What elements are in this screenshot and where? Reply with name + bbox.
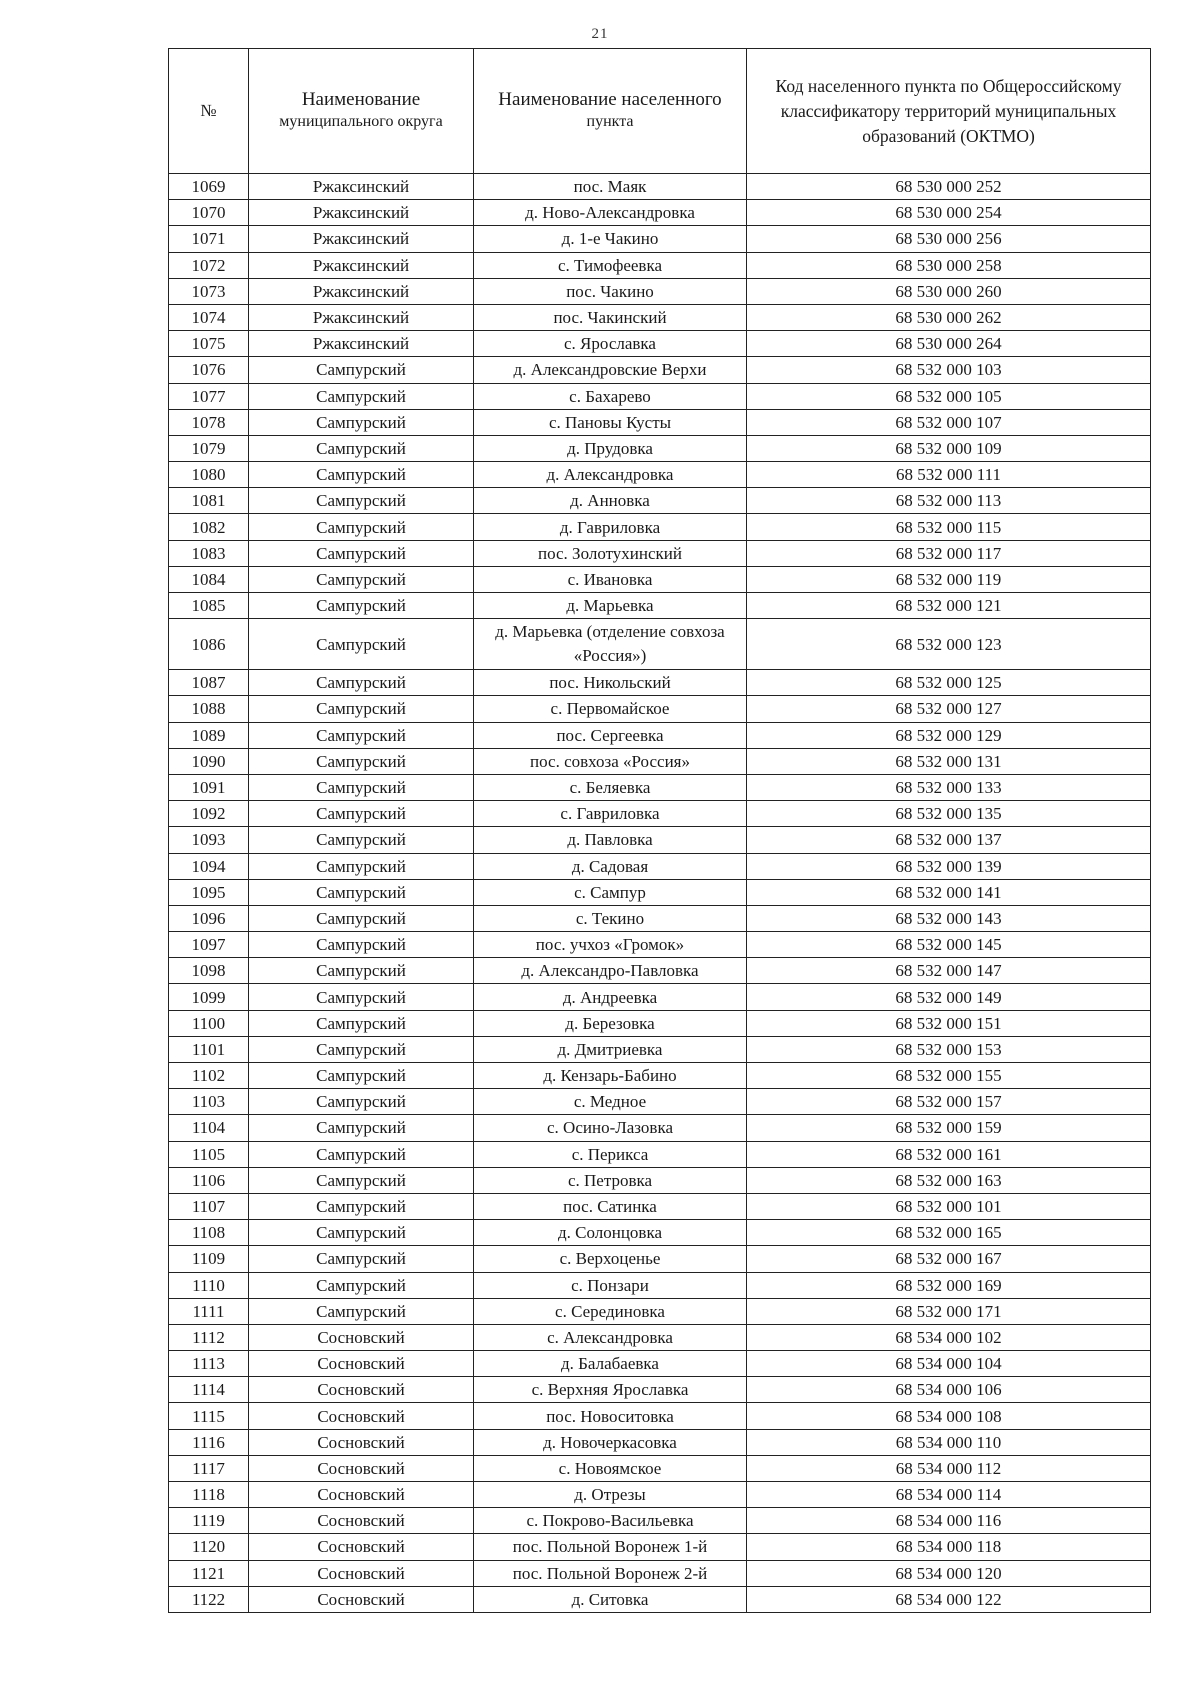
table-row bbox=[169, 853, 1151, 879]
table-row bbox=[169, 827, 1151, 853]
row-district: Сосновский bbox=[249, 1482, 474, 1508]
row-oktmo-code: 68 532 000 141 bbox=[747, 879, 1151, 905]
table-row bbox=[169, 462, 1151, 488]
row-district: Сампурский bbox=[249, 1298, 474, 1324]
row-district: Сампурский bbox=[249, 1220, 474, 1246]
table-row bbox=[169, 514, 1151, 540]
table-row bbox=[169, 1141, 1151, 1167]
row-district: Сампурский bbox=[249, 1036, 474, 1062]
row-locality: пос. Сергеевка bbox=[474, 722, 747, 748]
row-locality: пос. совхоза «Россия» bbox=[474, 748, 747, 774]
row-district: Ржаксинский bbox=[249, 331, 474, 357]
row-locality: с. Перикса bbox=[474, 1141, 747, 1167]
row-locality: д. Гавриловка bbox=[474, 514, 747, 540]
table-row bbox=[169, 1089, 1151, 1115]
table-row bbox=[169, 435, 1151, 461]
table-row bbox=[169, 304, 1151, 330]
table-row bbox=[169, 566, 1151, 592]
row-locality: д. Дмитриевка bbox=[474, 1036, 747, 1062]
row-locality: д. Ново-Александровка bbox=[474, 200, 747, 226]
row-number: 1069 bbox=[169, 174, 249, 200]
row-oktmo-code: 68 530 000 252 bbox=[747, 174, 1151, 200]
row-district: Сосновский bbox=[249, 1455, 474, 1481]
row-number: 1101 bbox=[169, 1036, 249, 1062]
header-district bbox=[249, 49, 474, 174]
row-oktmo-code: 68 532 000 161 bbox=[747, 1141, 1151, 1167]
row-number: 1106 bbox=[169, 1167, 249, 1193]
table-row bbox=[169, 1351, 1151, 1377]
row-oktmo-code: 68 532 000 155 bbox=[747, 1063, 1151, 1089]
row-number: 1090 bbox=[169, 748, 249, 774]
row-number: 1072 bbox=[169, 252, 249, 278]
row-locality: д. Кензарь-Бабино bbox=[474, 1063, 747, 1089]
table-row bbox=[169, 488, 1151, 514]
row-oktmo-code: 68 532 000 135 bbox=[747, 801, 1151, 827]
header-district-line1: Наименование bbox=[301, 89, 421, 110]
row-number: 1088 bbox=[169, 696, 249, 722]
row-number: 1118 bbox=[169, 1482, 249, 1508]
table-row bbox=[169, 619, 1151, 670]
row-oktmo-code: 68 532 000 171 bbox=[747, 1298, 1151, 1324]
row-district: Сампурский bbox=[249, 1272, 474, 1298]
row-locality: д. 1-е Чакино bbox=[474, 226, 747, 252]
table-row bbox=[169, 252, 1151, 278]
row-oktmo-code: 68 534 000 110 bbox=[747, 1429, 1151, 1455]
row-district: Сампурский bbox=[249, 1115, 474, 1141]
row-district: Ржаксинский bbox=[249, 304, 474, 330]
table-row bbox=[169, 1403, 1151, 1429]
row-locality: с. Понзари bbox=[474, 1272, 747, 1298]
header-oktmo-code: Код населенного пункта по Общероссийскому классификатору территорий муниципальных образований (ОКТМО) bbox=[747, 49, 1151, 174]
row-number: 1112 bbox=[169, 1324, 249, 1350]
row-district: Сампурский bbox=[249, 1010, 474, 1036]
table-header bbox=[169, 49, 1151, 174]
table-row bbox=[169, 200, 1151, 226]
row-oktmo-code: 68 530 000 258 bbox=[747, 252, 1151, 278]
row-number: 1089 bbox=[169, 722, 249, 748]
row-number: 1108 bbox=[169, 1220, 249, 1246]
row-number: 1082 bbox=[169, 514, 249, 540]
table-row bbox=[169, 1272, 1151, 1298]
row-district: Сампурский bbox=[249, 462, 474, 488]
row-oktmo-code: 68 534 000 108 bbox=[747, 1403, 1151, 1429]
row-number: 1094 bbox=[169, 853, 249, 879]
table-row bbox=[169, 1193, 1151, 1219]
row-district: Сампурский bbox=[249, 853, 474, 879]
row-district: Сампурский bbox=[249, 435, 474, 461]
row-district: Сосновский bbox=[249, 1508, 474, 1534]
row-number: 1095 bbox=[169, 879, 249, 905]
row-district: Сосновский bbox=[249, 1534, 474, 1560]
header-locality-line1: Наименование населенного bbox=[498, 89, 722, 110]
table-row bbox=[169, 226, 1151, 252]
row-number: 1116 bbox=[169, 1429, 249, 1455]
row-district: Сосновский bbox=[249, 1377, 474, 1403]
header-locality bbox=[474, 49, 747, 174]
row-number: 1115 bbox=[169, 1403, 249, 1429]
row-locality: пос. Чакино bbox=[474, 278, 747, 304]
row-number: 1070 bbox=[169, 200, 249, 226]
row-locality: д. Прудовка bbox=[474, 435, 747, 461]
row-oktmo-code: 68 532 000 105 bbox=[747, 383, 1151, 409]
row-district: Ржаксинский bbox=[249, 278, 474, 304]
row-district: Сосновский bbox=[249, 1429, 474, 1455]
row-locality: д. Александро-Павловка bbox=[474, 958, 747, 984]
row-number: 1087 bbox=[169, 670, 249, 696]
row-number: 1110 bbox=[169, 1272, 249, 1298]
row-district: Сампурский bbox=[249, 593, 474, 619]
row-locality: пос. Золотухинский bbox=[474, 540, 747, 566]
table-row bbox=[169, 932, 1151, 958]
table-row bbox=[169, 1429, 1151, 1455]
row-locality: с. Новоямское bbox=[474, 1455, 747, 1481]
row-oktmo-code: 68 532 000 147 bbox=[747, 958, 1151, 984]
row-locality: д. Новочеркасовка bbox=[474, 1429, 747, 1455]
row-oktmo-code: 68 530 000 260 bbox=[747, 278, 1151, 304]
row-locality: с. Осино-Лазовка bbox=[474, 1115, 747, 1141]
row-number: 1113 bbox=[169, 1351, 249, 1377]
row-district: Сосновский bbox=[249, 1586, 474, 1612]
row-district: Сампурский bbox=[249, 748, 474, 774]
row-number: 1111 bbox=[169, 1298, 249, 1324]
row-number: 1098 bbox=[169, 958, 249, 984]
table-row bbox=[169, 905, 1151, 931]
table-row bbox=[169, 1534, 1151, 1560]
row-locality: с. Бахарево bbox=[474, 383, 747, 409]
row-oktmo-code: 68 532 000 129 bbox=[747, 722, 1151, 748]
header-number: № bbox=[169, 49, 249, 174]
row-oktmo-code: 68 534 000 104 bbox=[747, 1351, 1151, 1377]
row-oktmo-code: 68 532 000 101 bbox=[747, 1193, 1151, 1219]
row-locality: пос. Сатинка bbox=[474, 1193, 747, 1219]
row-district: Сосновский bbox=[249, 1403, 474, 1429]
row-oktmo-code: 68 534 000 122 bbox=[747, 1586, 1151, 1612]
row-oktmo-code: 68 534 000 106 bbox=[747, 1377, 1151, 1403]
row-oktmo-code: 68 534 000 120 bbox=[747, 1560, 1151, 1586]
row-number: 1119 bbox=[169, 1508, 249, 1534]
row-oktmo-code: 68 532 000 107 bbox=[747, 409, 1151, 435]
row-district: Сампурский bbox=[249, 409, 474, 435]
row-number: 1114 bbox=[169, 1377, 249, 1403]
row-locality: д. Александровские Верхи bbox=[474, 357, 747, 383]
row-locality: пос. Маяк bbox=[474, 174, 747, 200]
row-district: Сампурский bbox=[249, 827, 474, 853]
row-locality: с. Первомайское bbox=[474, 696, 747, 722]
row-district: Сампурский bbox=[249, 958, 474, 984]
row-locality: д. Отрезы bbox=[474, 1482, 747, 1508]
row-locality: с. Верхняя Ярославка bbox=[474, 1377, 747, 1403]
row-district: Сампурский bbox=[249, 514, 474, 540]
row-number: 1121 bbox=[169, 1560, 249, 1586]
row-district: Сосновский bbox=[249, 1560, 474, 1586]
row-oktmo-code: 68 532 000 125 bbox=[747, 670, 1151, 696]
row-locality: с. Тимофеевка bbox=[474, 252, 747, 278]
row-locality: д. Андреевка bbox=[474, 984, 747, 1010]
row-district: Сосновский bbox=[249, 1351, 474, 1377]
table-row bbox=[169, 696, 1151, 722]
row-district: Сампурский bbox=[249, 696, 474, 722]
row-oktmo-code: 68 532 000 159 bbox=[747, 1115, 1151, 1141]
row-locality: д. Балабаевка bbox=[474, 1351, 747, 1377]
row-district: Сампурский bbox=[249, 801, 474, 827]
row-locality: с. Ивановка bbox=[474, 566, 747, 592]
row-number: 1109 bbox=[169, 1246, 249, 1272]
row-oktmo-code: 68 532 000 145 bbox=[747, 932, 1151, 958]
row-oktmo-code: 68 532 000 143 bbox=[747, 905, 1151, 931]
row-locality: д. Садовая bbox=[474, 853, 747, 879]
table-row bbox=[169, 1115, 1151, 1141]
row-locality: пос. Новоситовка bbox=[474, 1403, 747, 1429]
table-row bbox=[169, 1246, 1151, 1272]
row-oktmo-code: 68 532 000 111 bbox=[747, 462, 1151, 488]
row-oktmo-code: 68 532 000 167 bbox=[747, 1246, 1151, 1272]
row-number: 1099 bbox=[169, 984, 249, 1010]
row-number: 1120 bbox=[169, 1534, 249, 1560]
row-oktmo-code: 68 530 000 264 bbox=[747, 331, 1151, 357]
table-row bbox=[169, 1298, 1151, 1324]
row-oktmo-code: 68 534 000 118 bbox=[747, 1534, 1151, 1560]
row-district: Сампурский bbox=[249, 619, 474, 670]
table-row bbox=[169, 1482, 1151, 1508]
row-oktmo-code: 68 532 000 133 bbox=[747, 774, 1151, 800]
row-number: 1078 bbox=[169, 409, 249, 435]
table-row bbox=[169, 174, 1151, 200]
row-oktmo-code: 68 532 000 103 bbox=[747, 357, 1151, 383]
table-row bbox=[169, 801, 1151, 827]
page-number: 21 bbox=[591, 26, 609, 42]
row-district: Сампурский bbox=[249, 774, 474, 800]
row-district: Сампурский bbox=[249, 1193, 474, 1219]
row-oktmo-code: 68 532 000 169 bbox=[747, 1272, 1151, 1298]
row-locality: с. Серединовка bbox=[474, 1298, 747, 1324]
row-oktmo-code: 68 530 000 262 bbox=[747, 304, 1151, 330]
row-locality: д. Анновка bbox=[474, 488, 747, 514]
row-number: 1079 bbox=[169, 435, 249, 461]
table-row bbox=[169, 331, 1151, 357]
table-row bbox=[169, 593, 1151, 619]
table-row bbox=[169, 1508, 1151, 1534]
row-locality: с. Верхоценье bbox=[474, 1246, 747, 1272]
table-row bbox=[169, 409, 1151, 435]
row-locality: д. Марьевка bbox=[474, 593, 747, 619]
row-locality: с. Сампур bbox=[474, 879, 747, 905]
row-number: 1081 bbox=[169, 488, 249, 514]
row-number: 1075 bbox=[169, 331, 249, 357]
row-oktmo-code: 68 532 000 113 bbox=[747, 488, 1151, 514]
row-number: 1100 bbox=[169, 1010, 249, 1036]
row-number: 1077 bbox=[169, 383, 249, 409]
row-oktmo-code: 68 532 000 153 bbox=[747, 1036, 1151, 1062]
row-district: Ржаксинский bbox=[249, 174, 474, 200]
row-locality: д. Павловка bbox=[474, 827, 747, 853]
row-number: 1086 bbox=[169, 619, 249, 670]
row-locality: с. Гавриловка bbox=[474, 801, 747, 827]
row-number: 1097 bbox=[169, 932, 249, 958]
row-locality: д. Александровка bbox=[474, 462, 747, 488]
row-number: 1104 bbox=[169, 1115, 249, 1141]
row-district: Сампурский bbox=[249, 488, 474, 514]
row-locality: д. Ситовка bbox=[474, 1586, 747, 1612]
row-oktmo-code: 68 530 000 256 bbox=[747, 226, 1151, 252]
row-oktmo-code: 68 532 000 115 bbox=[747, 514, 1151, 540]
table-row bbox=[169, 1167, 1151, 1193]
row-oktmo-code: 68 534 000 102 bbox=[747, 1324, 1151, 1350]
table-row bbox=[169, 1220, 1151, 1246]
row-oktmo-code: 68 532 000 165 bbox=[747, 1220, 1151, 1246]
header-locality-line2: пункта bbox=[586, 113, 634, 130]
table-row bbox=[169, 540, 1151, 566]
row-oktmo-code: 68 532 000 137 bbox=[747, 827, 1151, 853]
row-locality: пос. учхоз «Громок» bbox=[474, 932, 747, 958]
row-oktmo-code: 68 534 000 116 bbox=[747, 1508, 1151, 1534]
table-row bbox=[169, 748, 1151, 774]
table-row bbox=[169, 1036, 1151, 1062]
row-locality: с. Пановы Кусты bbox=[474, 409, 747, 435]
row-number: 1071 bbox=[169, 226, 249, 252]
row-number: 1107 bbox=[169, 1193, 249, 1219]
row-number: 1085 bbox=[169, 593, 249, 619]
row-number: 1091 bbox=[169, 774, 249, 800]
row-district: Сампурский bbox=[249, 1063, 474, 1089]
row-locality: пос. Чакинский bbox=[474, 304, 747, 330]
row-oktmo-code: 68 532 000 157 bbox=[747, 1089, 1151, 1115]
row-district: Сампурский bbox=[249, 722, 474, 748]
row-district: Сампурский bbox=[249, 670, 474, 696]
row-number: 1117 bbox=[169, 1455, 249, 1481]
row-locality: пос. Польной Воронеж 2-й bbox=[474, 1560, 747, 1586]
row-district: Сампурский bbox=[249, 932, 474, 958]
row-district: Сампурский bbox=[249, 905, 474, 931]
table-body bbox=[169, 174, 1151, 1613]
row-locality: с. Ярославка bbox=[474, 331, 747, 357]
header-district-line2: муниципального округа bbox=[279, 113, 443, 130]
row-district: Ржаксинский bbox=[249, 252, 474, 278]
row-oktmo-code: 68 532 000 131 bbox=[747, 748, 1151, 774]
table-row bbox=[169, 1586, 1151, 1612]
row-oktmo-code: 68 532 000 109 bbox=[747, 435, 1151, 461]
row-locality: д. Солонцовка bbox=[474, 1220, 747, 1246]
row-district: Сосновский bbox=[249, 1324, 474, 1350]
row-oktmo-code: 68 532 000 123 bbox=[747, 619, 1151, 670]
row-district: Сампурский bbox=[249, 540, 474, 566]
row-district: Сампурский bbox=[249, 879, 474, 905]
row-number: 1080 bbox=[169, 462, 249, 488]
table-row bbox=[169, 278, 1151, 304]
row-district: Сампурский bbox=[249, 383, 474, 409]
row-number: 1084 bbox=[169, 566, 249, 592]
row-locality: пос. Никольский bbox=[474, 670, 747, 696]
row-oktmo-code: 68 532 000 121 bbox=[747, 593, 1151, 619]
row-oktmo-code: 68 534 000 114 bbox=[747, 1482, 1151, 1508]
table-row bbox=[169, 1010, 1151, 1036]
row-locality: д. Березовка bbox=[474, 1010, 747, 1036]
row-number: 1076 bbox=[169, 357, 249, 383]
row-oktmo-code: 68 532 000 151 bbox=[747, 1010, 1151, 1036]
table-row bbox=[169, 1324, 1151, 1350]
row-number: 1074 bbox=[169, 304, 249, 330]
row-number: 1122 bbox=[169, 1586, 249, 1612]
row-locality: пос. Польной Воронеж 1-й bbox=[474, 1534, 747, 1560]
table-row bbox=[169, 357, 1151, 383]
row-district: Сампурский bbox=[249, 566, 474, 592]
row-oktmo-code: 68 532 000 119 bbox=[747, 566, 1151, 592]
row-oktmo-code: 68 532 000 163 bbox=[747, 1167, 1151, 1193]
row-district: Ржаксинский bbox=[249, 226, 474, 252]
table-row bbox=[169, 1455, 1151, 1481]
table-row bbox=[169, 670, 1151, 696]
table-row bbox=[169, 722, 1151, 748]
row-district: Ржаксинский bbox=[249, 200, 474, 226]
row-number: 1096 bbox=[169, 905, 249, 931]
table-row bbox=[169, 1377, 1151, 1403]
row-oktmo-code: 68 530 000 254 bbox=[747, 200, 1151, 226]
table-row bbox=[169, 879, 1151, 905]
row-oktmo-code: 68 532 000 139 bbox=[747, 853, 1151, 879]
row-locality: с. Покрово-Васильевка bbox=[474, 1508, 747, 1534]
row-locality: с. Александровка bbox=[474, 1324, 747, 1350]
row-number: 1083 bbox=[169, 540, 249, 566]
row-locality: с. Текино bbox=[474, 905, 747, 931]
row-oktmo-code: 68 532 000 117 bbox=[747, 540, 1151, 566]
row-district: Сампурский bbox=[249, 1246, 474, 1272]
row-oktmo-code: 68 534 000 112 bbox=[747, 1455, 1151, 1481]
row-number: 1102 bbox=[169, 1063, 249, 1089]
row-district: Сампурский bbox=[249, 984, 474, 1010]
table-row bbox=[169, 958, 1151, 984]
row-number: 1092 bbox=[169, 801, 249, 827]
row-oktmo-code: 68 532 000 149 bbox=[747, 984, 1151, 1010]
table-row bbox=[169, 1063, 1151, 1089]
row-locality: с. Петровка bbox=[474, 1167, 747, 1193]
oktmo-table bbox=[168, 48, 1151, 1613]
table-row bbox=[169, 383, 1151, 409]
row-number: 1105 bbox=[169, 1141, 249, 1167]
row-district: Сампурский bbox=[249, 1089, 474, 1115]
row-district: Сампурский bbox=[249, 357, 474, 383]
row-locality: с. Медное bbox=[474, 1089, 747, 1115]
row-district: Сампурский bbox=[249, 1141, 474, 1167]
table-row bbox=[169, 984, 1151, 1010]
row-number: 1073 bbox=[169, 278, 249, 304]
row-oktmo-code: 68 532 000 127 bbox=[747, 696, 1151, 722]
row-locality: д. Марьевка (отделение совхоза «Россия») bbox=[474, 619, 747, 670]
row-number: 1093 bbox=[169, 827, 249, 853]
row-locality: с. Беляевка bbox=[474, 774, 747, 800]
row-district: Сампурский bbox=[249, 1167, 474, 1193]
table-row bbox=[169, 1560, 1151, 1586]
table-row bbox=[169, 774, 1151, 800]
row-number: 1103 bbox=[169, 1089, 249, 1115]
